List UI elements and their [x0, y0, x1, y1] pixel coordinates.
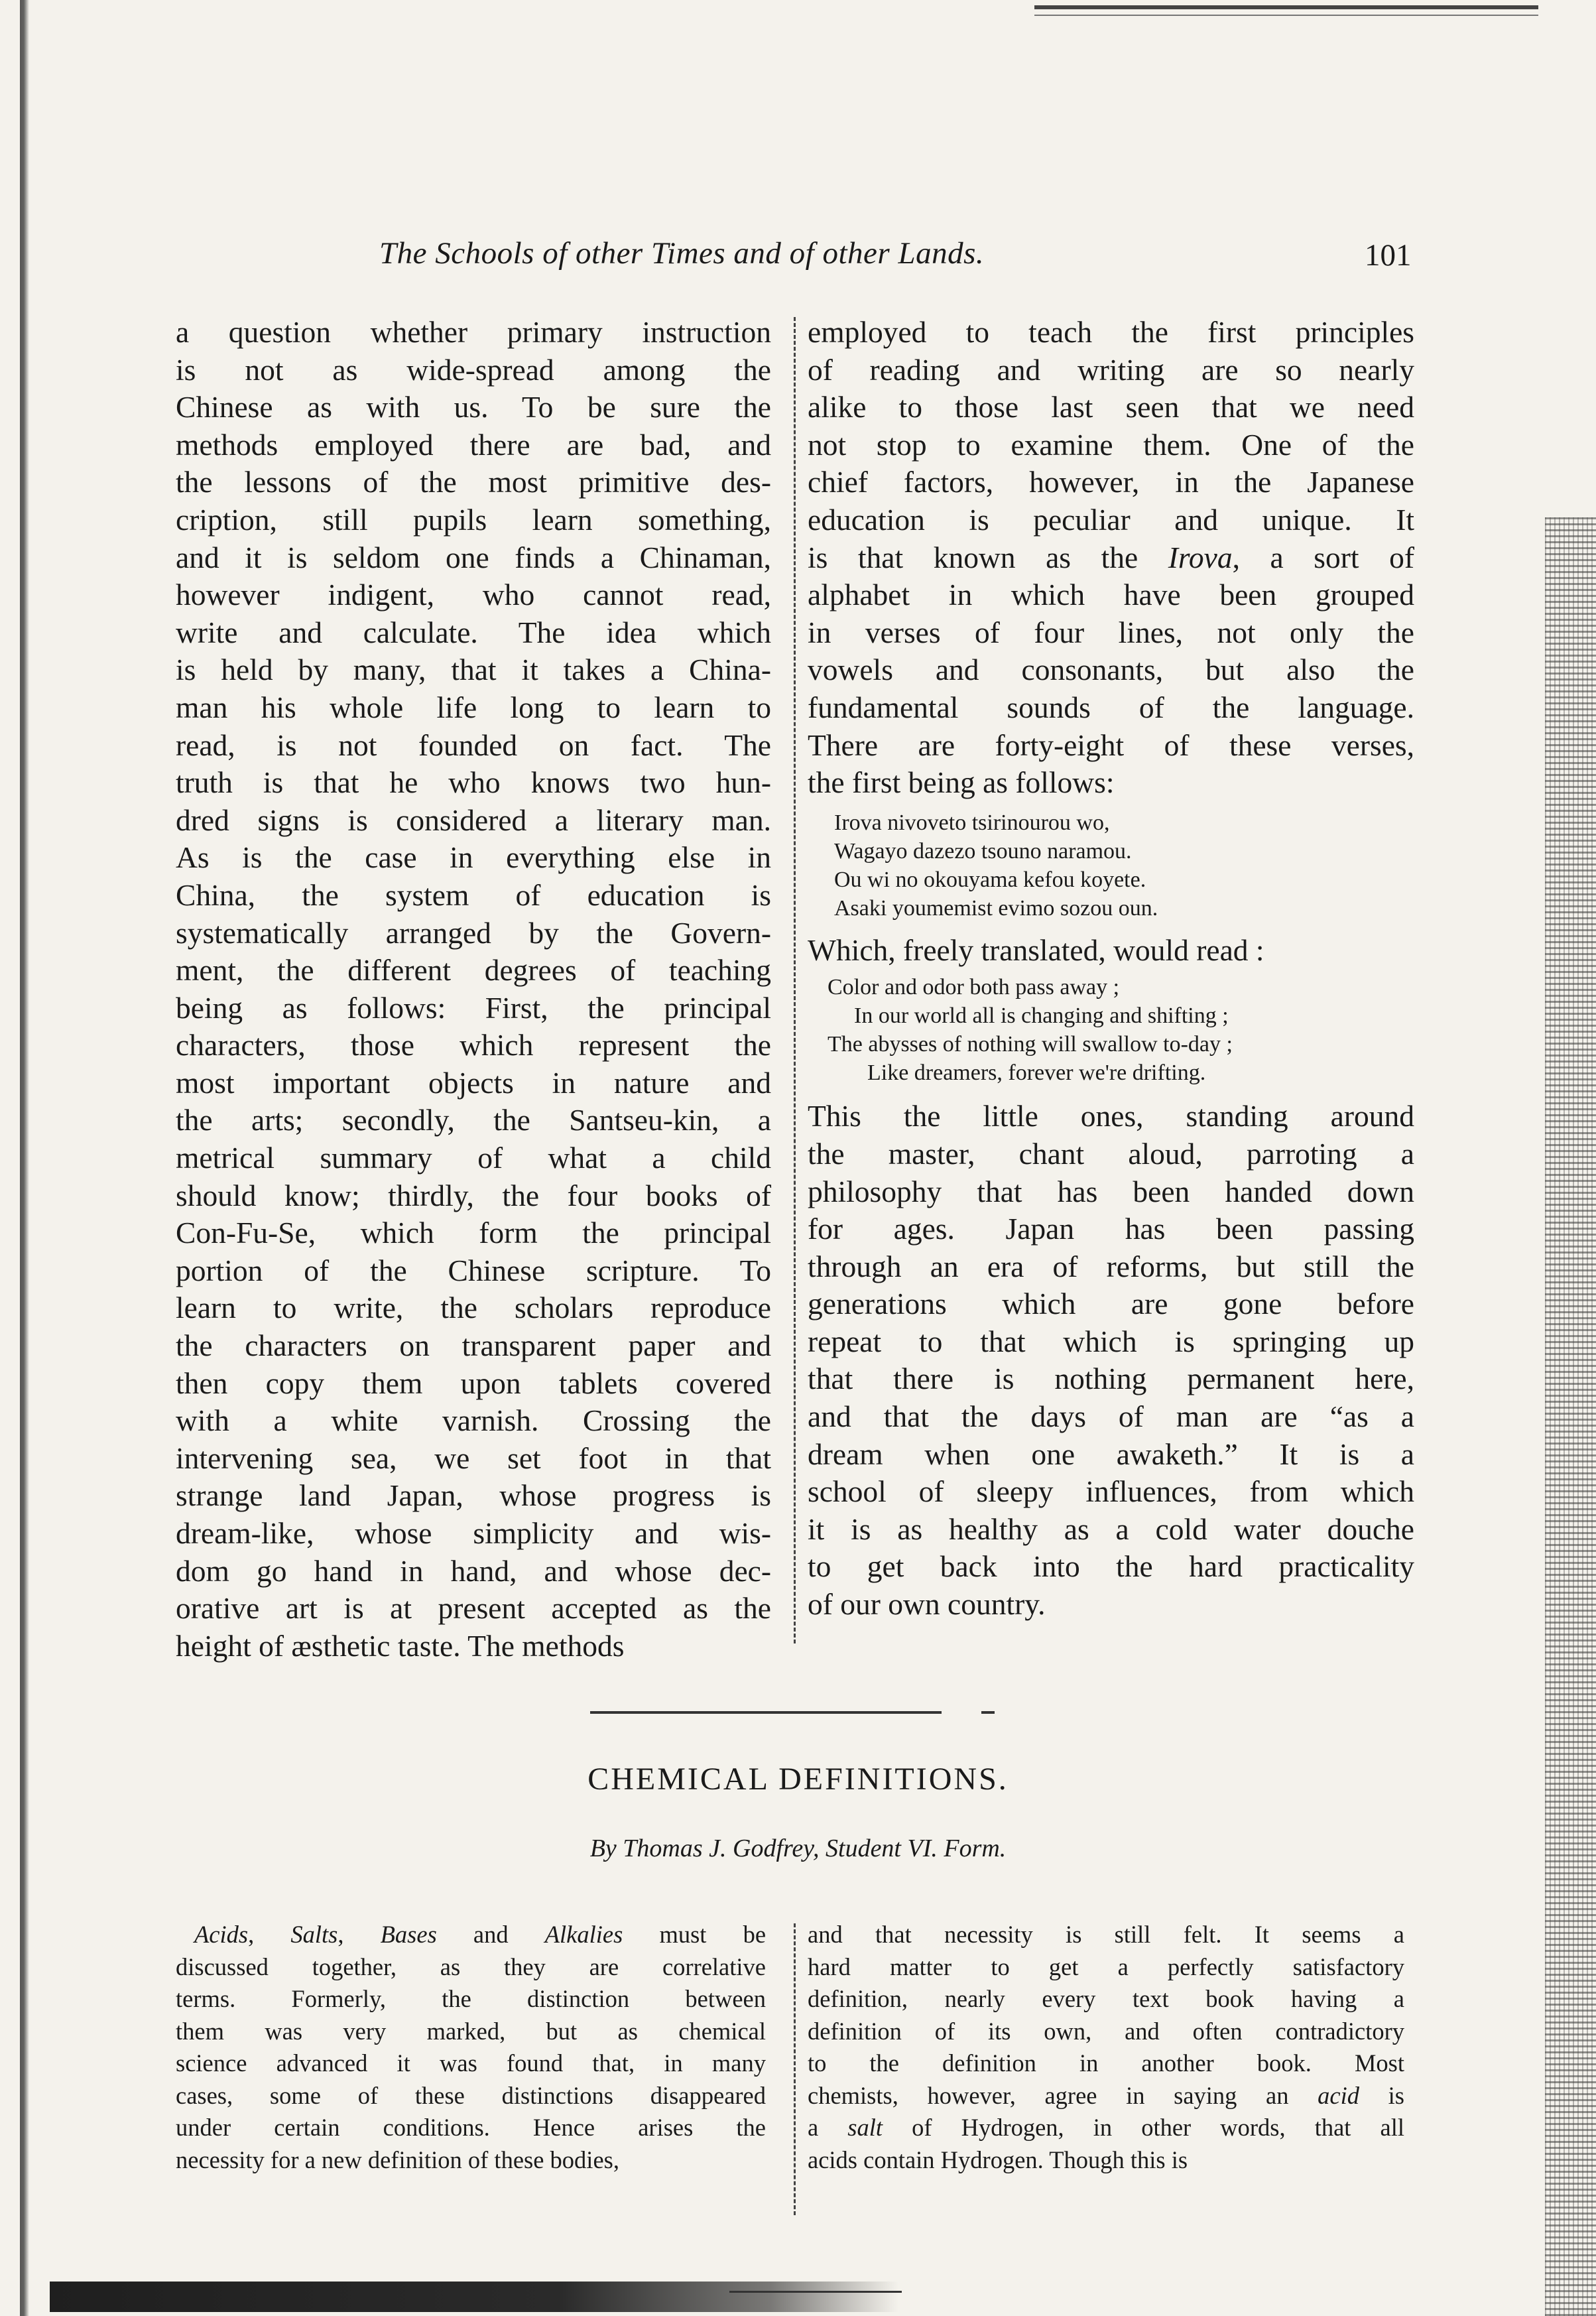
upper-left-line-12: truth is that he who knows two hun-	[176, 765, 771, 800]
upper-left-line-9: is held by many, that it takes a China-	[176, 653, 771, 687]
word-salt: salt	[847, 2114, 883, 2141]
upper-right-line-b-5: the first being as follows:	[808, 765, 1115, 800]
lower-right-line-2: definition, nearly every text book having a	[808, 1985, 1404, 2012]
upper-left-line-19: characters, those which represent the	[176, 1028, 771, 1062]
upper-left-line-23: should know; thirdly, the four books of	[176, 1178, 771, 1212]
acids-first-line	[176, 1919, 766, 1951]
upper-left-line-1: is not as wide-spread among the	[176, 352, 771, 387]
upper-left-line-31: strange land Japan, whose progress is	[176, 1478, 771, 1513]
upper-left-line-21: the arts; secondly, the Santseu-kin, a	[176, 1103, 771, 1137]
upper-left-line-14: As is the case in everything else in	[176, 840, 771, 875]
acid-line-pre: chemists, however, agree in saying an	[808, 2081, 1318, 2109]
upper-left-line-24: Con-Fu-Se, which form the principal	[176, 1216, 771, 1250]
upper-right-line-c-8: and that the days of man are “as a	[808, 1399, 1414, 1434]
upper-right-line-c-9: dream when one awaketh.” It is a	[808, 1437, 1414, 1471]
section-separator-rule	[590, 1711, 995, 1714]
english-verse-line-2: The abysses of nothing will swallow to-day ;	[828, 1032, 1233, 1057]
upper-left-line-27: the characters on transparent paper and	[176, 1328, 771, 1363]
japanese-verse-line-3: Asaki youmemist evimo sozou oun.	[834, 895, 1158, 921]
upper-left-line-6: and it is seldom one finds a Chinaman,	[176, 540, 771, 574]
lower-left-line-5: under certain conditions. Hence arises the	[176, 2114, 766, 2141]
upper-left-line-32: dream-like, whose simplicity and wis-	[176, 1516, 771, 1550]
upper-left-line-5: cription, still pupils learn something,	[176, 502, 771, 537]
scan-top-rule-thin	[1034, 15, 1538, 16]
lower-left-line-6: necessity for a new definition of these bodies,	[176, 2146, 619, 2173]
upper-left-line-33: dom go hand in hand, and whose dec-	[176, 1553, 771, 1588]
english-verse-line-1: In our world all is changing and shifting ;	[854, 1003, 1229, 1029]
lower-right-last-line: acids contain Hydrogen. Though this is	[808, 2146, 1188, 2173]
acid-line	[808, 2080, 1404, 2112]
upper-left-line-0: a question whether primary instruction	[176, 315, 771, 349]
scan-right-edge	[1545, 517, 1596, 2316]
irova-word: Irova	[1168, 540, 1233, 574]
upper-right-line-c-5: generations which are gone before	[808, 1287, 1414, 1321]
english-verse-line-0: Color and odor both pass away ;	[828, 975, 1120, 1000]
article-title: CHEMICAL DEFINITIONS.	[587, 1762, 1009, 1797]
upper-left-line-18: being as follows: First, the principal	[176, 990, 771, 1025]
upper-left-line-25: portion of the Chinese scripture. To	[176, 1253, 771, 1287]
word-alkalies: Alkalies	[544, 1921, 623, 1948]
sep-1: ,	[248, 1921, 291, 1948]
salt-line	[808, 2112, 1404, 2144]
upper-right-line-c-0: This the little ones, standing around	[808, 1099, 1414, 1133]
upper-right-line-c-7: that there is nothing permanent here,	[808, 1362, 1414, 1396]
upper-right-line-c-10: school of sleepy influences, from which	[808, 1474, 1414, 1509]
upper-right-line-c-3: for ages. Japan has been passing	[808, 1212, 1414, 1246]
upper-left-line-7: however indigent, who cannot read,	[176, 578, 771, 612]
english-verse-line-3: Like dreamers, forever we're drifting.	[867, 1061, 1206, 1086]
upper-left-line-17: ment, the different degrees of teaching	[176, 953, 771, 988]
lower-left-line-2: them was very marked, but as chemical	[176, 2017, 766, 2045]
upper-left-column	[176, 314, 771, 1665]
scan-bottom-edge	[50, 2282, 898, 2312]
upper-right-line-c-11: it is as healthy as a cold water douche	[808, 1512, 1414, 1546]
running-head: The Schools of other Times and of other Lands.	[379, 236, 985, 271]
column-divider-lower	[794, 1923, 796, 2215]
lower-right-line-1: hard matter to get a perfectly satisfactory	[808, 1953, 1404, 1980]
upper-left-line-22: metrical summary of what a child	[176, 1141, 771, 1175]
upper-left-line-2: Chinese as with us. To be sure the	[176, 390, 771, 424]
upper-left-line-3: methods employed there are bad, and	[176, 427, 771, 462]
upper-right-line-a-1: of reading and writing are so nearly	[808, 352, 1414, 387]
japanese-verse-line-1: Wagayo dazezo tsouno naramou.	[834, 838, 1132, 864]
english-verse	[828, 973, 1398, 1087]
irova-line-post: , a sort of	[1232, 540, 1414, 574]
sep-2: ,	[338, 1921, 381, 1948]
upper-right-line-b-3: fundamental sounds of the language.	[808, 690, 1414, 724]
column-divider-upper	[794, 317, 796, 1643]
upper-left-line-26: learn to write, the scholars reproduce	[176, 1291, 771, 1325]
lower-left-line-1: terms. Formerly, the distinction between	[176, 1985, 766, 2012]
acid-line-post: is	[1359, 2081, 1404, 2109]
salt-line-pre: a	[808, 2114, 848, 2141]
scan-top-rule	[1034, 5, 1538, 9]
upper-left-line-34: orative art is at present accepted as the	[176, 1591, 771, 1626]
upper-right-line-c-1: the master, chant aloud, parroting a	[808, 1136, 1414, 1171]
japanese-verse-line-2: Ou wi no okouyama kefou koyete.	[834, 867, 1146, 892]
lower-left-line-0: discussed together, as they are correlative	[176, 1953, 766, 1980]
upper-left-line-16: systematically arranged by the Govern-	[176, 915, 771, 950]
upper-right-line-b-0: alphabet in which have been grouped	[808, 578, 1414, 612]
upper-right-line-c-4: through an era of reforms, but still the	[808, 1249, 1414, 1283]
upper-right-line-c-12: to get back into the hard practicality	[808, 1549, 1414, 1584]
upper-right-line-a-2: alike to those last seen that we need	[808, 390, 1414, 424]
upper-left-line-35: height of æsthetic taste. The methods	[176, 1628, 625, 1663]
page-number: 101	[1365, 238, 1412, 273]
scan-bottom-line	[729, 2291, 902, 2293]
upper-left-line-29: with a white varnish. Crossing the	[176, 1403, 771, 1438]
japanese-verse	[834, 808, 1365, 923]
upper-left-line-13: dred signs is considered a literary man.	[176, 803, 771, 837]
upper-right-line-a-5: education is peculiar and unique. It	[808, 502, 1414, 537]
salt-line-post: of Hydrogen, in other words, that all	[883, 2114, 1404, 2141]
translation-intro: Which, freely translated, would read :	[808, 933, 1264, 967]
irova-line-pre: is that known as the	[808, 540, 1168, 574]
upper-right-line-c-2: philosophy that has been handed down	[808, 1174, 1414, 1208]
scan-left-edge	[20, 0, 46, 2316]
word-acids: Acids	[194, 1921, 249, 1948]
upper-left-line-10: man his whole life long to learn to	[176, 690, 771, 724]
lower-right-column	[808, 1919, 1404, 2176]
upper-left-line-15: China, the system of education is	[176, 877, 771, 912]
upper-right-line-c-6: repeat to that which is springing up	[808, 1324, 1414, 1358]
upper-right-line-b-4: There are forty-eight of these verses,	[808, 728, 1414, 762]
upper-right-line-c-13: of our own country.	[808, 1587, 1046, 1622]
word-bases: Bases	[380, 1921, 437, 1948]
upper-right-line-a-0: employed to teach the first principles	[808, 315, 1414, 349]
lower-left-line-3: science advanced it was found that, in many	[176, 2049, 766, 2077]
section-separator-gap	[942, 1711, 981, 1714]
upper-right-line-a-4: chief factors, however, in the Japanese	[808, 465, 1414, 499]
irova-line	[808, 539, 1414, 577]
upper-right-line-b-2: vowels and consonants, but also the	[808, 653, 1414, 687]
lower-left-column	[176, 1919, 766, 2176]
upper-left-line-11: read, is not founded on fact. The	[176, 728, 771, 762]
lower-right-line-3: definition of its own, and often contradictory	[808, 2017, 1404, 2045]
word-acid: acid	[1318, 2081, 1359, 2109]
upper-left-line-8: write and calculate. The idea which	[176, 615, 771, 649]
upper-left-line-4: the lessons of the most primitive des-	[176, 465, 771, 499]
article-byline: By Thomas J. Godfrey, Student VI. Form.	[589, 1834, 1007, 1862]
lower-right-line-4: to the definition in another book. Most	[808, 2049, 1404, 2077]
japanese-verse-line-0: Irova nivoveto tsirinourou wo,	[834, 810, 1110, 835]
upper-left-line-20: most important objects in nature and	[176, 1065, 771, 1100]
sep-3: and	[436, 1921, 545, 1948]
lower-left-line-4: cases, some of these distinctions disappeared	[176, 2081, 766, 2109]
upper-right-line-b-1: in verses of four lines, not only the	[808, 615, 1414, 649]
word-salts: Salts	[290, 1921, 338, 1948]
upper-left-line-30: intervening sea, we set foot in that	[176, 1441, 771, 1475]
upper-right-line-a-3: not stop to examine them. One of the	[808, 427, 1414, 462]
upper-right-column	[808, 314, 1414, 1624]
first-line-rest: must be	[623, 1921, 767, 1948]
upper-left-line-28: then copy them upon tablets covered	[176, 1366, 771, 1400]
lower-right-line-0: and that necessity is still felt. It seems a	[808, 1921, 1404, 1948]
